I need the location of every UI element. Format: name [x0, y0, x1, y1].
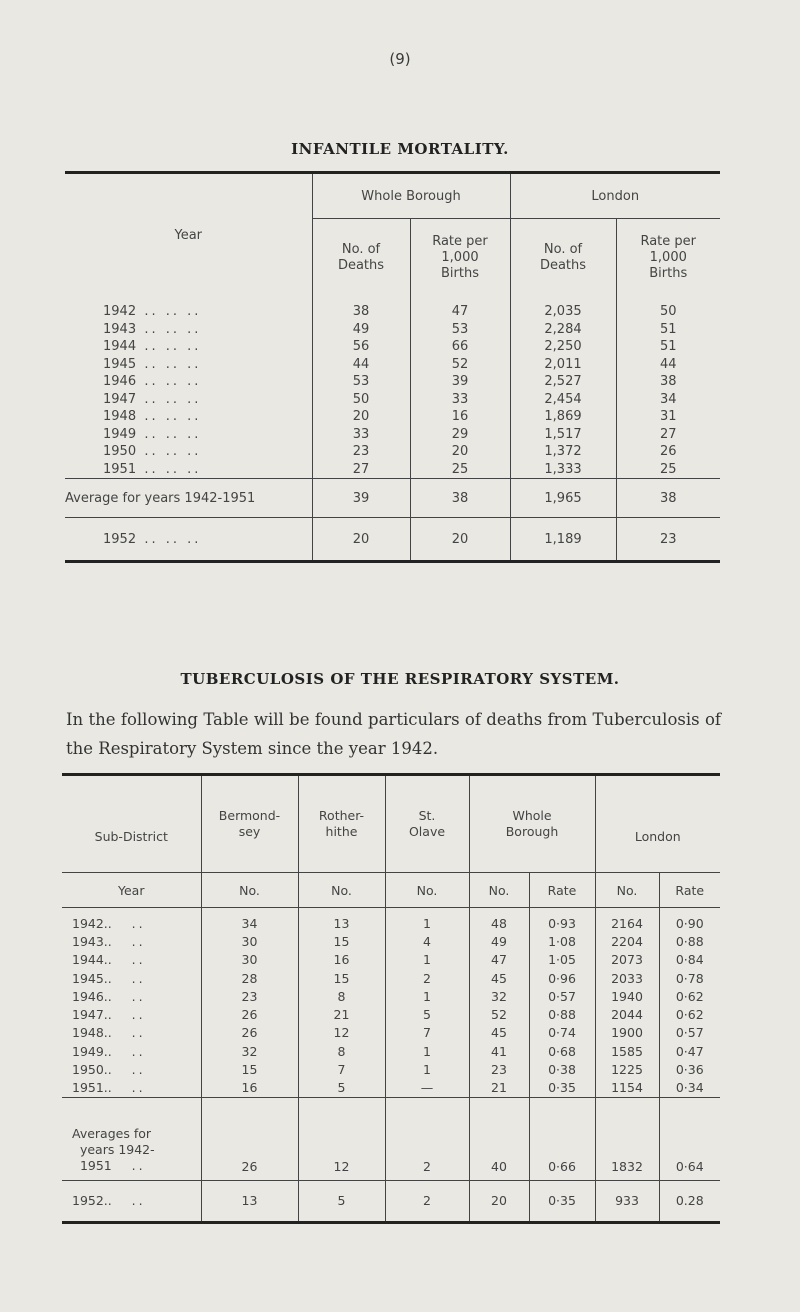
table-row — [62, 932, 720, 950]
wb-rate: 52 — [410, 356, 510, 374]
bermondsey-no: 15 — [201, 1060, 298, 1078]
row-year: 1946.. .. — [72, 988, 146, 1004]
london-rate: 44 — [616, 356, 720, 374]
rotherhithe-no: 5 — [298, 1079, 385, 1098]
london-header: London — [595, 775, 720, 873]
year-1952-label: 1952.. .. — [62, 1180, 201, 1222]
wb-rate: 20 — [410, 443, 510, 461]
rotherhithe-no: 8 — [298, 1042, 385, 1060]
bermondsey-no: 16 — [201, 1079, 298, 1098]
y1952-whole-rate: 0·35 — [529, 1180, 595, 1222]
y1952-wb-rate: 20 — [410, 518, 510, 562]
avg-london-rate: 0·64 — [659, 1097, 720, 1180]
tuberculosis-intro: In the following Table will be found particulars of deaths from Tuberculosis of the Respiratory System since the year 1942. — [66, 710, 721, 758]
whole-rate-header: Rate — [529, 873, 595, 908]
wb-deaths: 56 — [312, 338, 410, 356]
bermondsey-no: 34 — [201, 908, 298, 933]
table-row — [62, 908, 720, 933]
wb-rate: 47 — [410, 297, 510, 321]
table-row — [65, 356, 720, 374]
y1952-bermondsey: 13 — [201, 1180, 298, 1222]
infantile-mortality-table — [65, 171, 720, 563]
bermondsey-no: 28 — [201, 969, 298, 987]
row-year: 1945 .. .. .. — [103, 356, 202, 372]
table-row — [62, 951, 720, 969]
row-year: 1944.. .. — [72, 952, 146, 968]
london-rate: 0·34 — [659, 1079, 720, 1098]
st-olave-header: St. Olave — [385, 775, 469, 873]
wb-rate: 16 — [410, 408, 510, 426]
wb-deaths: 50 — [312, 391, 410, 409]
wb-deaths: 27 — [312, 461, 410, 479]
london-rate: 0·36 — [659, 1060, 720, 1078]
london-no: 2044 — [595, 1005, 659, 1023]
st-olave-no: 4 — [385, 932, 469, 950]
london-rate: 31 — [616, 408, 720, 426]
rotherhithe-no: 7 — [298, 1060, 385, 1078]
row-year: 1943.. .. — [72, 933, 146, 949]
whole-rate: 0·57 — [529, 987, 595, 1005]
row-year: 1950.. .. — [72, 1062, 146, 1078]
avg-whole-rate: 0·66 — [529, 1097, 595, 1180]
whole-rate: 0·93 — [529, 908, 595, 933]
whole-no: 48 — [469, 908, 529, 933]
london-deaths-header: No. of Deaths — [510, 219, 616, 298]
y1952-wb-no: 20 — [312, 518, 410, 562]
wb-deaths-header: No. of Deaths — [312, 219, 410, 298]
wb-rate: 39 — [410, 373, 510, 391]
london-rate: 26 — [616, 443, 720, 461]
london-no: 1154 — [595, 1079, 659, 1098]
st-olave-no: 1 — [385, 987, 469, 1005]
table-row — [62, 1042, 720, 1060]
rotherhithe-no: 13 — [298, 908, 385, 933]
average-label: Average for years 1942-1951 — [65, 479, 312, 518]
avg-london-no: 1,965 — [510, 479, 616, 518]
y1952-london-no: 933 — [595, 1180, 659, 1222]
whole-rate: 0·38 — [529, 1060, 595, 1078]
st-olave-no: 1 — [385, 1042, 469, 1060]
row-year: 1947 .. .. .. — [103, 391, 202, 407]
y1952-st-olave: 2 — [385, 1180, 469, 1222]
y1952-london-no: 1,189 — [510, 518, 616, 562]
row-year: 1944 .. .. .. — [103, 339, 202, 355]
whole-no: 47 — [469, 951, 529, 969]
avg-st-olave: 2 — [385, 1097, 469, 1180]
row-year: 1951 .. .. .. — [103, 461, 202, 477]
london-no: 1940 — [595, 987, 659, 1005]
tuberculosis-table — [62, 773, 720, 1224]
london-no: 1585 — [595, 1042, 659, 1060]
london-rate: 25 — [616, 461, 720, 479]
wb-deaths: 44 — [312, 356, 410, 374]
london-rate: 27 — [616, 426, 720, 444]
st-olave-no: 5 — [385, 1005, 469, 1023]
st-olave-no: 2 — [385, 969, 469, 987]
london-rate-header: Rate — [659, 873, 720, 908]
year-1952-label: 1952 .. .. .. — [65, 518, 312, 562]
bermondsey-no: 30 — [201, 932, 298, 950]
london-rate: 51 — [616, 338, 720, 356]
table-row — [62, 987, 720, 1005]
london-rate: 0·62 — [659, 1005, 720, 1023]
row-year: 1942 .. .. .. — [103, 304, 202, 320]
london-rate: 0·57 — [659, 1024, 720, 1042]
london-deaths: 1,372 — [510, 443, 616, 461]
st-olave-no: 7 — [385, 1024, 469, 1042]
london-deaths: 1,869 — [510, 408, 616, 426]
row-year: 1942.. .. — [72, 915, 146, 931]
bermondsey-no: 26 — [201, 1024, 298, 1042]
whole-borough-header: Whole Borough — [469, 775, 595, 873]
rotherhithe-header: Rother- hithe — [298, 775, 385, 873]
year-header: Year — [62, 873, 201, 908]
london-rate: 0·78 — [659, 969, 720, 987]
bermondsey-header: Bermond- sey — [201, 775, 298, 873]
avg-whole-no: 40 — [469, 1097, 529, 1180]
whole-no: 23 — [469, 1060, 529, 1078]
infantile-mortality-title: INFANTILE MORTALITY. — [291, 140, 509, 158]
wb-deaths: 53 — [312, 373, 410, 391]
london-no: 1225 — [595, 1060, 659, 1078]
wb-rate: 29 — [410, 426, 510, 444]
london-deaths: 2,035 — [510, 297, 616, 321]
bermondsey-no: 26 — [201, 1005, 298, 1023]
london-no: 2033 — [595, 969, 659, 987]
wb-deaths: 38 — [312, 297, 410, 321]
table-row — [65, 408, 720, 426]
wb-deaths: 20 — [312, 408, 410, 426]
bermondsey-no: 30 — [201, 951, 298, 969]
whole-rate: 1·05 — [529, 951, 595, 969]
year-header: Year — [174, 228, 203, 243]
avg-wb-rate: 38 — [410, 479, 510, 518]
row-year: 1945.. .. — [72, 970, 146, 986]
london-deaths: 2,527 — [510, 373, 616, 391]
y1952-whole-no: 20 — [469, 1180, 529, 1222]
whole-no: 41 — [469, 1042, 529, 1060]
whole-no: 45 — [469, 1024, 529, 1042]
london-no: 2073 — [595, 951, 659, 969]
london-rate: 34 — [616, 391, 720, 409]
st-olave-no: 1 — [385, 1060, 469, 1078]
avg-london-no: 1832 — [595, 1097, 659, 1180]
whole-rate: 0·96 — [529, 969, 595, 987]
wb-rate-header: Rate per 1,000 Births — [410, 219, 510, 298]
rotherhithe-no: 15 — [298, 969, 385, 987]
wb-rate: 25 — [410, 461, 510, 479]
whole-no: 52 — [469, 1005, 529, 1023]
london-rate-header: Rate per 1,000 Births — [616, 219, 720, 298]
rotherhithe-no: 12 — [298, 1024, 385, 1042]
wb-deaths: 49 — [312, 321, 410, 339]
row-year: 1950 .. .. .. — [103, 444, 202, 460]
london-deaths: 2,011 — [510, 356, 616, 374]
london-header: London — [510, 173, 720, 219]
rotherhithe-no: 15 — [298, 932, 385, 950]
rotherhithe-no-header: No. — [298, 873, 385, 908]
whole-rate: 0·35 — [529, 1079, 595, 1098]
rotherhithe-no: 16 — [298, 951, 385, 969]
wb-rate: 66 — [410, 338, 510, 356]
table-row — [65, 461, 720, 479]
row-year: 1948 .. .. .. — [103, 409, 202, 425]
london-rate: 51 — [616, 321, 720, 339]
table-row — [62, 1005, 720, 1023]
page-number: (9) — [389, 50, 411, 68]
y1952-london-rate: 23 — [616, 518, 720, 562]
tuberculosis-title: TUBERCULOSIS OF THE RESPIRATORY SYSTEM. — [180, 670, 620, 688]
wb-rate: 53 — [410, 321, 510, 339]
row-year: 1943 .. .. .. — [103, 321, 202, 337]
wb-deaths: 33 — [312, 426, 410, 444]
y1952-london-rate: 0.28 — [659, 1180, 720, 1222]
london-deaths: 2,284 — [510, 321, 616, 339]
averages-label: Averages for years 1942- 1951 .. — [62, 1097, 201, 1180]
table-row — [62, 969, 720, 987]
london-deaths: 1,333 — [510, 461, 616, 479]
whole-rate: 0·68 — [529, 1042, 595, 1060]
row-year: 1947.. .. — [72, 1007, 146, 1023]
sub-district-header: Sub-District — [94, 829, 168, 844]
whole-rate: 0·74 — [529, 1024, 595, 1042]
table-row — [65, 338, 720, 356]
london-no: 2204 — [595, 932, 659, 950]
whole-no: 21 — [469, 1079, 529, 1098]
st-olave-no: — — [385, 1079, 469, 1098]
row-year: 1948.. .. — [72, 1025, 146, 1041]
whole-no: 49 — [469, 932, 529, 950]
row-year: 1951.. .. — [72, 1080, 146, 1096]
bermondsey-no: 32 — [201, 1042, 298, 1060]
table-row — [65, 321, 720, 339]
table-row — [65, 391, 720, 409]
whole-no: 32 — [469, 987, 529, 1005]
table-row — [62, 1060, 720, 1078]
london-no: 2164 — [595, 908, 659, 933]
wb-deaths: 23 — [312, 443, 410, 461]
london-no: 1900 — [595, 1024, 659, 1042]
row-year: 1949.. .. — [72, 1043, 146, 1059]
row-year: 1946 .. .. .. — [103, 374, 202, 390]
row-year: 1949 .. .. .. — [103, 426, 202, 442]
london-rate: 0·88 — [659, 932, 720, 950]
london-deaths: 2,454 — [510, 391, 616, 409]
table-row — [62, 1024, 720, 1042]
london-rate: 0·62 — [659, 987, 720, 1005]
table-row — [65, 443, 720, 461]
london-rate: 50 — [616, 297, 720, 321]
london-deaths: 2,250 — [510, 338, 616, 356]
st-olave-no-header: No. — [385, 873, 469, 908]
st-olave-no: 1 — [385, 908, 469, 933]
st-olave-no: 1 — [385, 951, 469, 969]
y1952-rotherhithe: 5 — [298, 1180, 385, 1222]
avg-wb-no: 39 — [312, 479, 410, 518]
bermondsey-no-header: No. — [201, 873, 298, 908]
london-rate: 0·47 — [659, 1042, 720, 1060]
london-rate: 0·90 — [659, 908, 720, 933]
bermondsey-no: 23 — [201, 987, 298, 1005]
table-row — [65, 426, 720, 444]
table-row — [65, 297, 720, 321]
whole-borough-header: Whole Borough — [312, 173, 510, 219]
whole-no: 45 — [469, 969, 529, 987]
whole-rate: 1·08 — [529, 932, 595, 950]
rotherhithe-no: 21 — [298, 1005, 385, 1023]
rotherhithe-no: 8 — [298, 987, 385, 1005]
table-row — [65, 373, 720, 391]
whole-rate: 0·88 — [529, 1005, 595, 1023]
london-no-header: No. — [595, 873, 659, 908]
avg-bermondsey: 26 — [201, 1097, 298, 1180]
avg-london-rate: 38 — [616, 479, 720, 518]
wb-rate: 33 — [410, 391, 510, 409]
london-rate: 38 — [616, 373, 720, 391]
london-deaths: 1,517 — [510, 426, 616, 444]
table-row — [62, 1079, 720, 1098]
whole-no-header: No. — [469, 873, 529, 908]
london-rate: 0·84 — [659, 951, 720, 969]
avg-rotherhithe: 12 — [298, 1097, 385, 1180]
